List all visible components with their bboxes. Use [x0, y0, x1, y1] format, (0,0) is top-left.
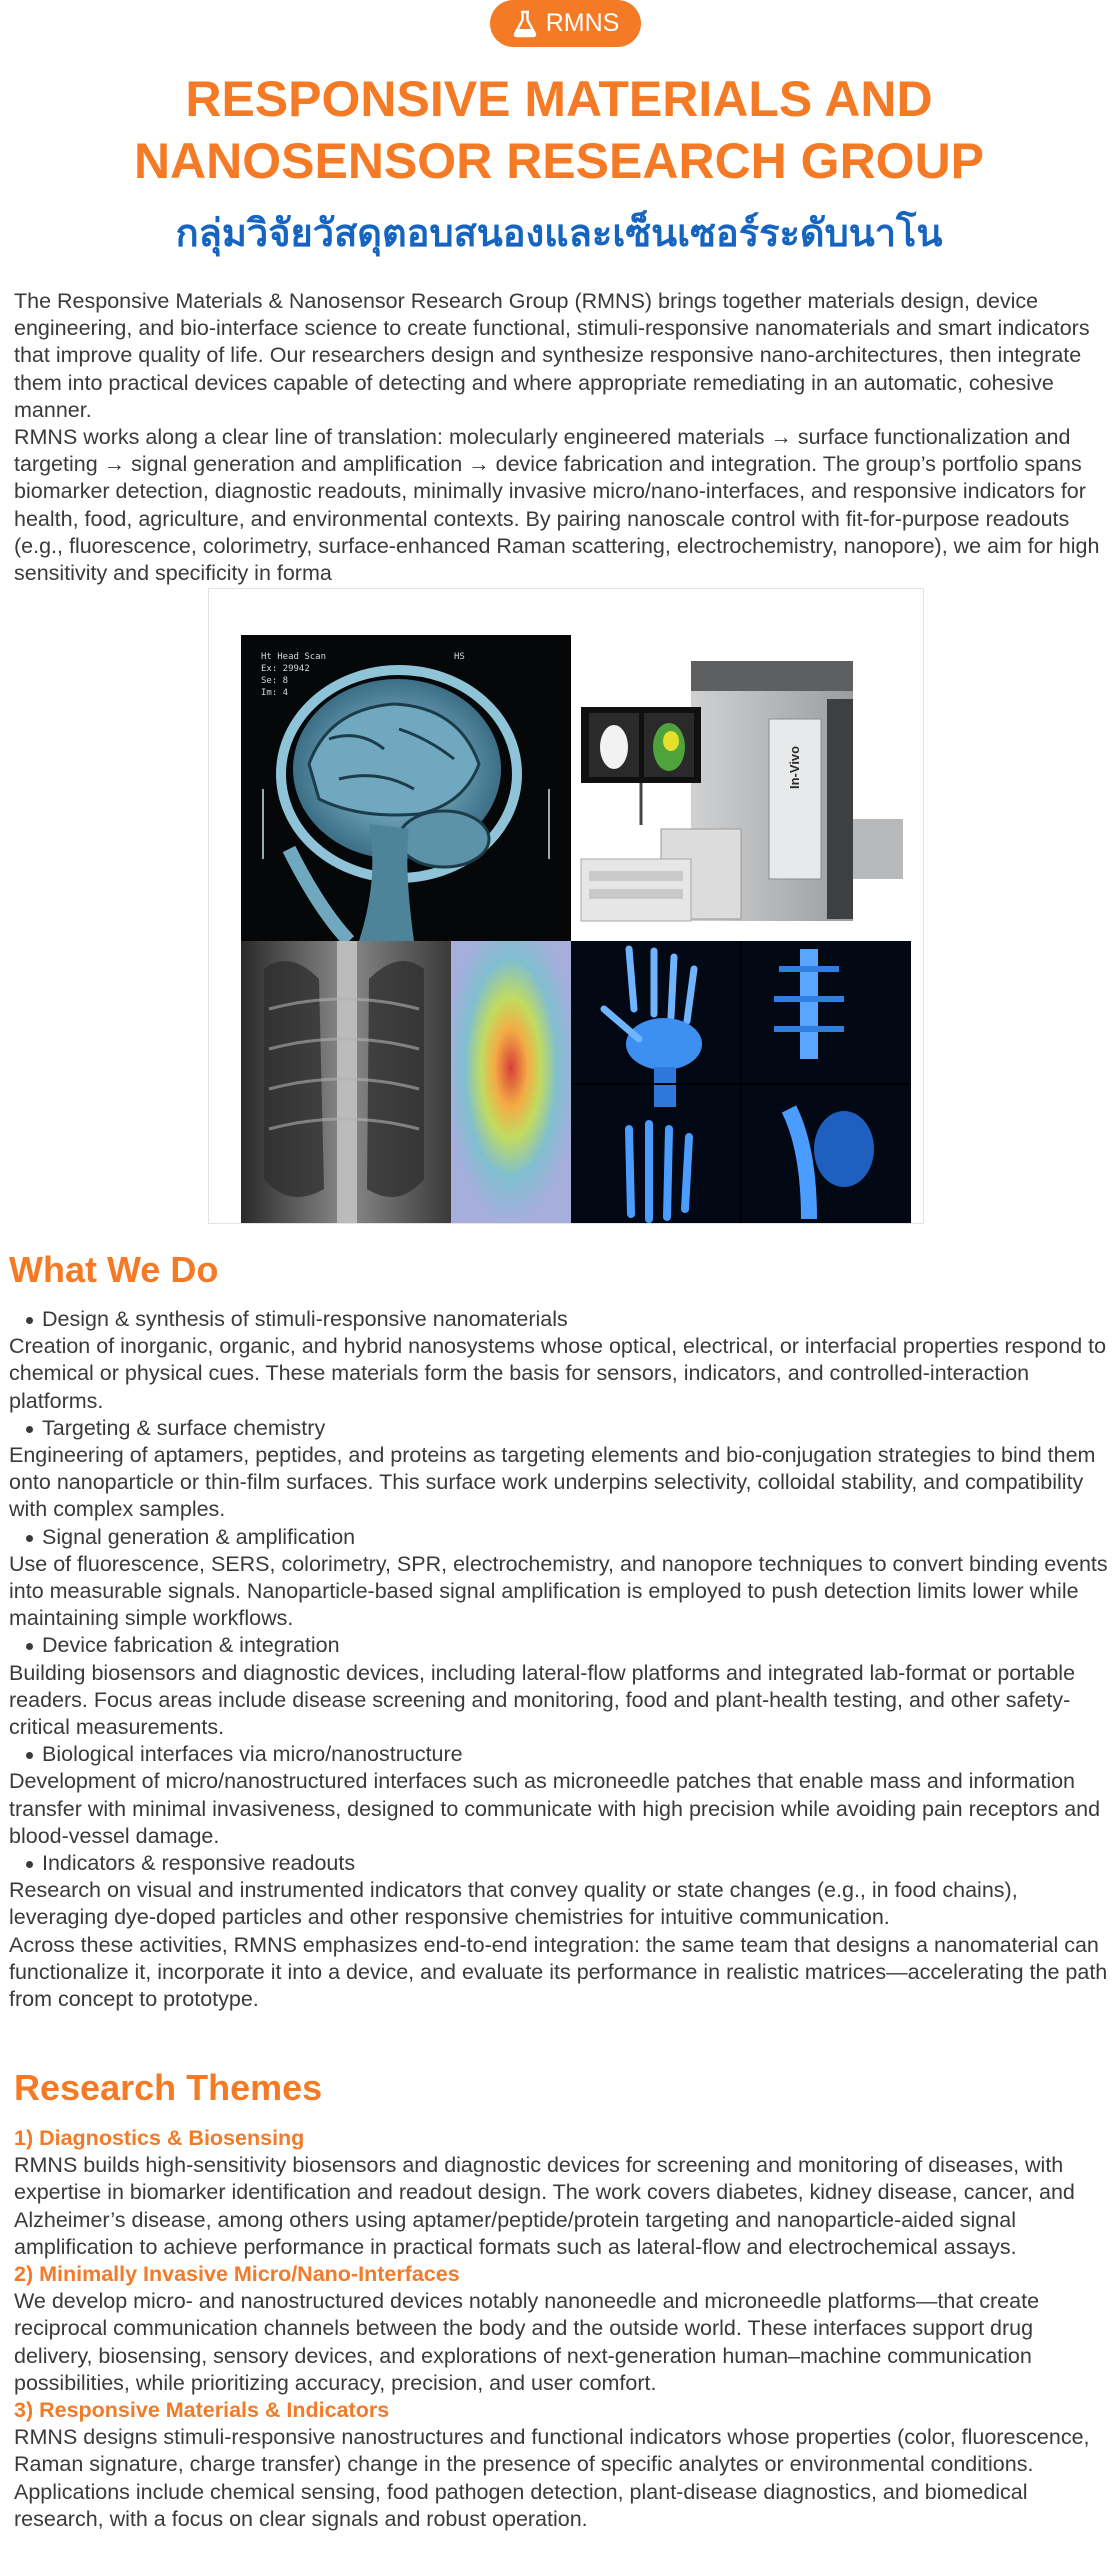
- medical-imaging-figure: [208, 588, 924, 1224]
- what-we-do-heading: What We Do: [9, 1249, 219, 1290]
- list-item-description: Use of fluorescence, SERS, colorimetry, SPR, electrochemistry, and nanopore techniques to convert binding events into measurable signals. Nanoparticle-based signal amplification is employed to push detection limits lower while maintaining simple workflows.: [9, 1551, 1108, 1631]
- title-line-1: RESPONSIVE MATERIALS AND: [185, 71, 933, 127]
- chest-xray-image: [241, 941, 451, 1223]
- mri-overlay-line-4: Im: 4: [261, 688, 289, 698]
- list-item-description: Building biosensors and diagnostic devices, including lateral-flow platforms and integrated lab-format or portable readers. Focus areas include disease screening and monitoring, food and plant-health testing, and other safety-critical measurements.: [9, 1660, 1076, 1740]
- research-themes-list: [14, 2125, 1114, 2533]
- list-item-description: Engineering of aptamers, peptides, and proteins as targeting elements and bio-conjugation strategies to bind them onto nanoparticle or thin-film surfaces. This surface work underpins selectivity, colloidal stability, and compatibility with complex samples.: [9, 1443, 1096, 1522]
- list-item: Device fabrication & integration: [9, 1632, 1114, 1659]
- mri-overlay-line-3: Se: 8: [261, 676, 289, 686]
- list-item: Biological interfaces via micro/nanostructure: [9, 1741, 1114, 1768]
- imaging-collage: [209, 589, 923, 1223]
- flask-icon: [512, 10, 538, 38]
- mri-overlay-line-1: Ht Head Scan: [261, 652, 327, 662]
- in-vivo-imager-image: [571, 635, 911, 941]
- intro-text: [14, 288, 1114, 587]
- thermal-heatmap-image: [451, 941, 571, 1223]
- theme-description: We develop micro- and nanostructured devices notably nanoneedle and microneedle platforms—that create reciprocal communication channels between the body and the outside world. These interfaces support drug delivery, biosensing, sensory devices, and explorations of next-generation human–machine communication possibilities, while prioritizing accuracy, precision, and user comfort.: [14, 2289, 1040, 2395]
- list-item-description: Research on visual and instrumented indicators that convey quality or state changes (e.g., in food chains), leveraging dye-doped particles and other responsive chemistries for intuitive communication.: [9, 1878, 1018, 1930]
- list-item: Indicators & responsive readouts: [9, 1850, 1114, 1877]
- list-item: Targeting & surface chemistry: [9, 1415, 1114, 1442]
- list-item-description: Development of micro/nanostructured interfaces such as microneedle patches that enable mass and information transfer with minimal invasiveness, designed to communicate with high precision while avoiding pain receptors and blood-vessel damage.: [9, 1769, 1101, 1848]
- what-we-do-list: [9, 1306, 1114, 2013]
- what-we-do-closing: Across these activities, RMNS emphasizes end-to-end integration: the same team that designs a nanomaterial can functionalize it, incorporate it into a device, and evaluate its performance in realistic matrices—accelerating the path from concept to prototype.: [9, 1932, 1108, 2012]
- theme-title: 2) Minimally Invasive Micro/Nano-Interfaces: [14, 2262, 460, 2287]
- list-item: Design & synthesis of stimuli-responsive nanomaterials: [9, 1306, 1114, 1333]
- title-line-2: NANOSENSOR RESEARCH GROUP: [133, 133, 985, 189]
- theme-description: RMNS builds high-sensitivity biosensors and diagnostic devices for screening and monitoring of diseases, with expertise in biomarker identification and readout design. The work covers diabetes, kidney disease, cancer, and Alzheimer’s disease, among others using aptamer/peptide/protein targeting and nanoparticle-aided signal amplification to achieve performance in practical formats such as lateral-flow and electrochemical assays.: [14, 2153, 1075, 2259]
- page-title: [0, 68, 1118, 192]
- theme-description: RMNS designs stimuli-responsive nanostructures and functional indicators whose properties (color, fluorescence, Raman signature, charge transfer) change in the presence of specific analytes or environmental conditions. Applications include chemical sensing, food pathogen detection, plant-disease diagnostics, and biomedical research, with a focus on clear signals and robust operation.: [14, 2425, 1090, 2531]
- mri-scan-image: [241, 635, 571, 941]
- theme-title: 3) Responsive Materials & Indicators: [14, 2398, 390, 2423]
- mri-right-tag: HS: [454, 652, 465, 662]
- mri-overlay-line-2: Ex: 29942: [261, 664, 310, 674]
- intro-paragraph-1: The Responsive Materials & Nanosensor Research Group (RMNS) brings together materials design, device engineering, and bio-interface science to create functional, stimuli-responsive nanomaterials and smart indicators that improve quality of life. Our researchers design and synthesize responsive nano-architectures, then integrate them into practical devices capable of detecting and where appropriate remediating in an automatic, cohesive manner.: [14, 289, 1090, 422]
- badge-label: RMNS: [545, 9, 620, 37]
- intro-paragraph-2: RMNS works along a clear line of translation: molecularly engineered materials → surface functionalization and targeting → signal generation and amplification → device fabrication and integration. The group’s portfolio spans biomarker detection, diagnostic readouts, minimally invasive micro/nano-interfaces, and responsive indicators for health, food, agriculture, and environmental contexts. By pairing nanoscale control with fit-for-purpose readouts (e.g., fluorescence, colorimetry, surface-enhanced Raman scattering, electrochemistry, nanopore), we aim for high sensitivity and specificity in forma: [14, 425, 1100, 586]
- theme-title: 1) Diagnostics & Biosensing: [14, 2126, 305, 2150]
- list-item-description: Creation of inorganic, organic, and hybrid nanosystems whose optical, electrical, or interfacial properties respond to chemical or physical cues. These materials form the basis for sensors, indicators, and controlled-interaction platforms.: [9, 1334, 1107, 1413]
- in-vivo-device-label: In-Vivo: [787, 745, 802, 789]
- rmns-badge[interactable]: [490, 0, 641, 47]
- thai-subtitle: กลุ่มวิจัยวัสดุตอบสนองและเซ็นเซอร์ระดับนาโน: [175, 213, 943, 255]
- xray-hands-image: [571, 941, 911, 1223]
- list-item: Signal generation & amplification: [9, 1524, 1114, 1551]
- research-themes-heading: Research Themes: [14, 2067, 323, 2108]
